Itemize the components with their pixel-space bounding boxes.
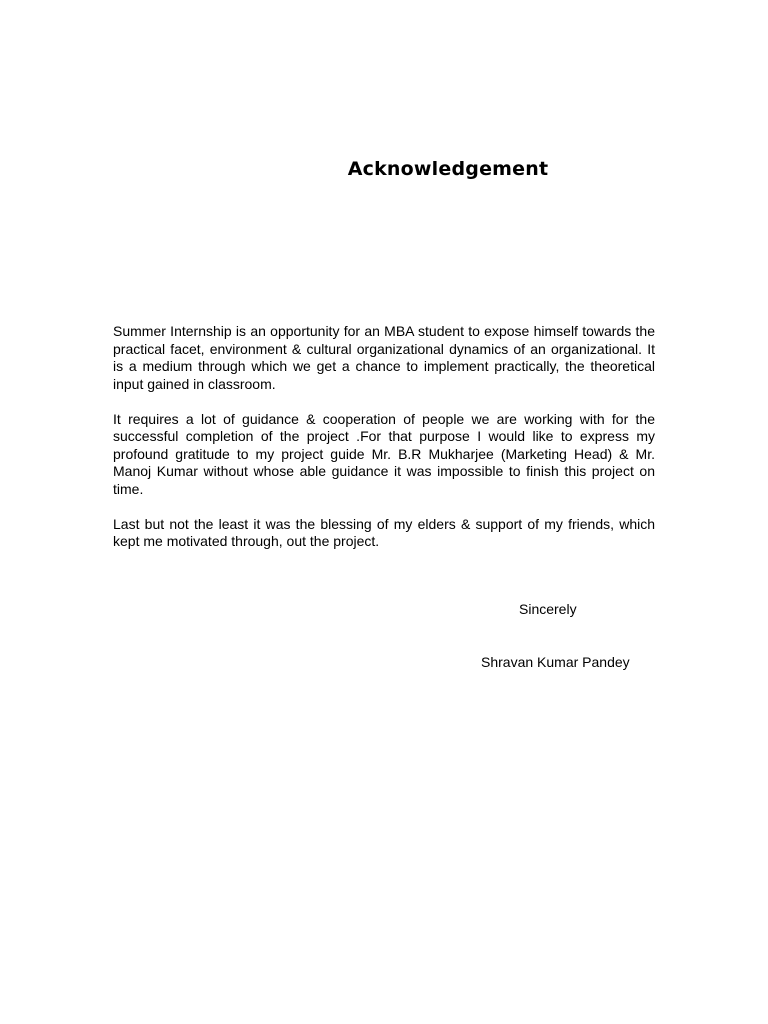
page-title: Acknowledgement bbox=[347, 158, 549, 180]
closing-text: Sincerely bbox=[519, 601, 577, 617]
body-text bbox=[113, 323, 655, 568]
paragraph-blessings: Last but not the least it was the blessing of my elders & support of my friends, which kept me motivated through, out the project. bbox=[113, 515, 655, 549]
paragraph-internship: Summer Internship is an opportunity for an MBA student to expose himself towards the practical facet, environment & cultural organizational dynamics of an organizational. It is a medium through which we get a chance to implement practically, the theoretical input gained in classroom. bbox=[113, 323, 655, 392]
paragraph-gratitude: It requires a lot of guidance & cooperation of people we are working with for the successful completion of the project .For that purpose I would like to express my profound gratitude to my project guide Mr. B.R Mukharjee (Marketing Head) & Mr. Manoj Kumar without whose able guidance it was impossible to finish this project on time. bbox=[113, 410, 655, 497]
signature-name: Shravan Kumar Pandey bbox=[481, 654, 630, 670]
